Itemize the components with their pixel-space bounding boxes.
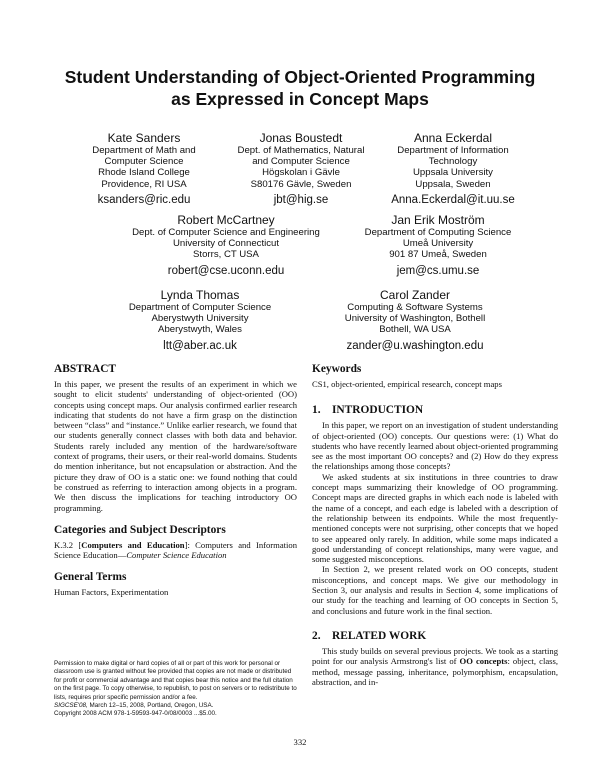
author-email[interactable]: jem@cs.umu.se (396, 264, 480, 277)
author-name: Kate Sanders (107, 131, 181, 145)
copyright-line: Copyright 2008 ACM 978-1-59593-947-0/08/0003 ...$5.00. (54, 710, 217, 718)
introduction-paragraph: In this paper, we report on an investigation of student understanding of object-oriented (OO) concepts. Our questions were: (1) What do students who have recently learned about object-oriented programming see as the most important OO concepts? and (2) How do they express the relationships among those concepts? (312, 420, 558, 472)
keywords-text: CS1, object-oriented, empirical research, concept maps (312, 379, 502, 389)
venue-line: SIGCSE'08, March 12–15, 2008, Portland, Oregon, USA. (54, 702, 214, 710)
author-affiliation: S80176 Gävle, Sweden (250, 178, 352, 190)
author-affiliation: Department of Computer Science (128, 302, 272, 313)
copyright-footnote (54, 660, 299, 719)
author-affiliation: Providence, RI USA (101, 178, 187, 190)
introduction-paragraph: In Section 2, we present related work on OO concepts, student misconceptions, and concept maps. We give our methodology in Section 3, our analysis and results in Section 4, some implications of our study for the teaching and learning of OO concepts in Section 5, and conclusions and future work in the final section. (312, 564, 558, 616)
right-column (312, 362, 558, 687)
categories-text: K.3.2 [Computers and Education]: Computers and Information Science Education—Computer Science Education (54, 539, 297, 561)
author-name: Jonas Boustedt (259, 131, 343, 145)
author-affiliation: Uppsala, Sweden (415, 178, 491, 190)
keywords-heading: Keywords (312, 363, 362, 375)
author-affiliation: Högskolan i Gävle (262, 167, 340, 179)
author-email[interactable]: ksanders@ric.edu (97, 193, 191, 206)
author-email[interactable]: Anna.Eckerdal@it.uu.se (391, 193, 515, 206)
author-affiliation: Aberystwyth University (151, 313, 249, 325)
author-affiliation: Department of Computing Science (364, 227, 512, 238)
general-terms-heading: General Terms (54, 571, 127, 584)
permission-text: Permission to make digital or hard copies of all or part of this work for personal or classroom use is granted without fee provided that copies are not made or distributed for profit or commercial advantage and that copies bear this notice and the full citation on the first page. To copy otherwise, to republish, to post on servers or to redistribute to lists, requires prior specific permission and/or a fee. (54, 660, 297, 701)
related-work-paragraph: This study builds on several previous projects. We took as a starting point for our analysis Armstrong's list of OO concepts: object, class, method, message passing, inheritance, polymorphism, encapsulation, abstraction, and in- (312, 645, 558, 687)
author-name: Jan Erik Moström (391, 213, 485, 227)
author-email[interactable]: jbt@hig.se (273, 193, 329, 206)
title-line-1: Student Understanding of Object-Oriented Programming (64, 67, 536, 87)
author-name: Lynda Thomas (160, 288, 240, 302)
page-number: 332 (293, 737, 307, 747)
author-affiliation: Computer Science (104, 156, 184, 168)
categories-heading: Categories and Subject Descriptors (54, 523, 226, 536)
author-email[interactable]: ltt@aber.ac.uk (163, 339, 237, 352)
author-name: Anna Eckerdal (413, 131, 493, 145)
author-block (120, 288, 280, 353)
title-line-2: as Expressed in Concept Maps (171, 89, 429, 109)
author-block (343, 213, 533, 278)
author-affiliation: Computing & Software Systems (347, 302, 483, 313)
left-column (54, 362, 297, 598)
abstract-heading: ABSTRACT (54, 363, 117, 375)
author-affiliation: Department of Math and (92, 145, 196, 156)
abstract-text: In this paper, we present the results of an experiment in which we sought to elicit students' understanding of object-oriented (OO) concepts using concept maps. Our analysis confirmed earlier research indicating that students do not have a firm grasp on the distinction between “class” and “instance.” Unlike earlier research, we found that our students generally connect classes with both data and behavior. Students rarely included any mention of the hardware/software context of programs, their users, or their real-world domains. Students do mention inheritance, but not encapsulation or abstraction. And the picture they draw of OO is a static one: we found nothing that could be construed as referring to interaction among objects in a program. We then discuss the implications for teaching introductory OO programming. (54, 379, 297, 513)
author-block (378, 131, 528, 207)
author-affiliation: Storrs, CT USA (193, 249, 259, 261)
author-block (126, 213, 326, 278)
author-name: Robert McCartney (177, 213, 275, 227)
author-block (226, 131, 376, 207)
general-terms-text: Human Factors, Experimentation (54, 587, 169, 598)
author-affiliation: Umeå University (402, 238, 474, 250)
author-name: Carol Zander (379, 288, 451, 302)
introduction-paragraph: We asked students at six institutions in three countries to draw concept maps summarizing their knowledge of OO programming. Concept maps are directed graphs in which each node is labeled with the name of a concept, and each edge is labeled with a description of the relationship between its endpoints. While the most frequently-mentioned concepts were not surprising, other concepts that we hoped to see appeared only rarely. In addition, while some maps indicated a good understanding of concept relationships, many were vague, and some suggested misconceptions. (312, 471, 558, 565)
author-email[interactable]: zander@u.washington.edu (346, 339, 484, 352)
author-affiliation: 901 87 Umeå, Sweden (389, 249, 487, 261)
author-affiliation: Aberystwyth, Wales (158, 324, 242, 336)
author-affiliation: University of Connecticut (172, 238, 280, 250)
author-affiliation: Rhode Island College (98, 167, 190, 179)
author-block (325, 288, 505, 353)
author-affiliation: Dept. of Mathematics, Natural (237, 145, 365, 156)
author-email[interactable]: robert@cse.uconn.edu (167, 264, 285, 277)
author-affiliation: Uppsala University (413, 167, 493, 179)
author-affiliation: Department of Information (397, 145, 509, 156)
related-work-heading: 2. RELATED WORK (312, 629, 427, 642)
author-affiliation: and Computer Science (252, 156, 350, 168)
author-affiliation: Technology (428, 156, 478, 168)
paper-title (40, 66, 560, 110)
author-affiliation: University of Washington, Bothell (344, 313, 486, 325)
introduction-heading: 1. INTRODUCTION (312, 404, 424, 417)
author-block (79, 131, 209, 207)
author-affiliation: Dept. of Computer Science and Engineering (132, 227, 320, 238)
author-affiliation: Bothell, WA USA (379, 324, 451, 336)
